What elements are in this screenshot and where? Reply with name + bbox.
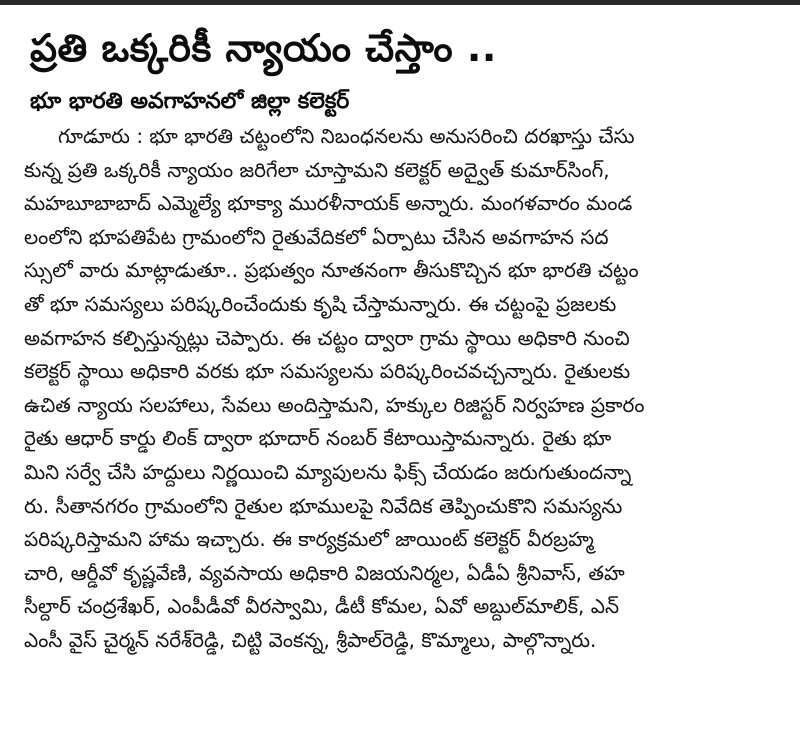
article-headline: ప్రతి ఒక్కరికీ న్యాయం చేస్తాం .. — [30, 26, 497, 70]
article-line: మిని సర్వే చేసి హద్దులు నిర్ణయించి మ్యాపులను ఫిక్స్ చేయడం జరుగుతుందన్నా — [24, 459, 632, 484]
article-line: మహబూబాబాద్ ఎమ్మెల్యే భూక్యా మురళీనాయక్ అన్నారు. మంగళవారం మండ — [24, 191, 633, 216]
article-body — [24, 120, 786, 658]
article-line: కలెక్టర్ స్థాయి అధికారి వరకు భూ సమస్యలను పరిష్కరించవచ్చన్నారు. రైతులకు — [24, 359, 631, 384]
top-divider — [0, 0, 800, 5]
article-line: చారి, ఆర్డీవో కృష్ణవేణి, వ్యవసాయ అధికారి విజయనిర్మల, ఏడీఏ శ్రీనివాస్, తహ — [24, 560, 625, 585]
article-line: రైతు ఆధార్ కార్డు లింక్ ద్వారా భూదార్ నంబర్ కేటాయిస్తామన్నారు. రైతు భూ — [24, 426, 612, 451]
article-line: పరిష్కరిస్తామని హామ ఇచ్చారు. ఈ కార్యక్రమలో జాయింట్ కలెక్టర్ వీరబ్రహ్మ — [24, 527, 594, 552]
article-line: అవగాహన కల్పిస్తున్నట్లు చెప్పారు. ఈ చట్టం ద్వారా గ్రామ స్థాయి అధికారి నుంచి — [24, 325, 630, 350]
article-line: లంలోని భూపతిపేట గ్రామంలోని రైతువేదికలో ఏర్పాటు చేసిన అవగాహన సద — [24, 224, 609, 249]
article-line: ఉచిత న్యాయ సలహాలు, సేవలు అందిస్తామని, హక్కుల రిజిస్టర్ నిర్వహణ ప్రకారం — [24, 392, 645, 417]
article-line: కున్న ప్రతి ఒక్కరికీ న్యాయం జరిగేలా చూస్తామని కలెక్టర్ అద్వైత్ కుమార్‌సింగ్, — [24, 157, 610, 182]
article-line: సీల్దార్ చంద్రశేఖర్, ఎంపీడీవో వీరస్వామి, డీటీ కోమల, ఏవో అబ్దుల్‌మాలిక్, ఎన్ — [24, 594, 620, 619]
article-line: గూడూరు : భూ భారతి చట్టంలోని నిబంధనలను అనుసరించి దరఖాస్తు చేసు — [58, 124, 635, 148]
article-subheadline: భూ భారతి అవగాహనలో జిల్లా కలెక్టర్ — [30, 89, 350, 114]
article-line: రు. సీతానగరం గ్రామంలోని రైతుల భూములపై నివేదిక తెప్పించుకొని సమస్యను — [24, 493, 623, 518]
article-line: ఎంసీ వైస్ చైర్మన్ నరేశ్‌రెడ్డి, చిట్టి వెంకన్న, శ్రీపాల్‌రెడ్డి, కొమ్మాలు, పాల్గొన్నారు. — [24, 627, 597, 652]
article-line: స్సులో వారు మాట్లాడుతూ.. ప్రభుత్వం నూతనంగా తీసుకొచ్చిన భూ భారతి చట్టం — [24, 258, 639, 283]
article-line: తో భూ సమస్యలు పరిష్కరించేందుకు కృషి చేస్తామన్నారు. ఈ చట్టంపై ప్రజలకు — [24, 291, 617, 316]
